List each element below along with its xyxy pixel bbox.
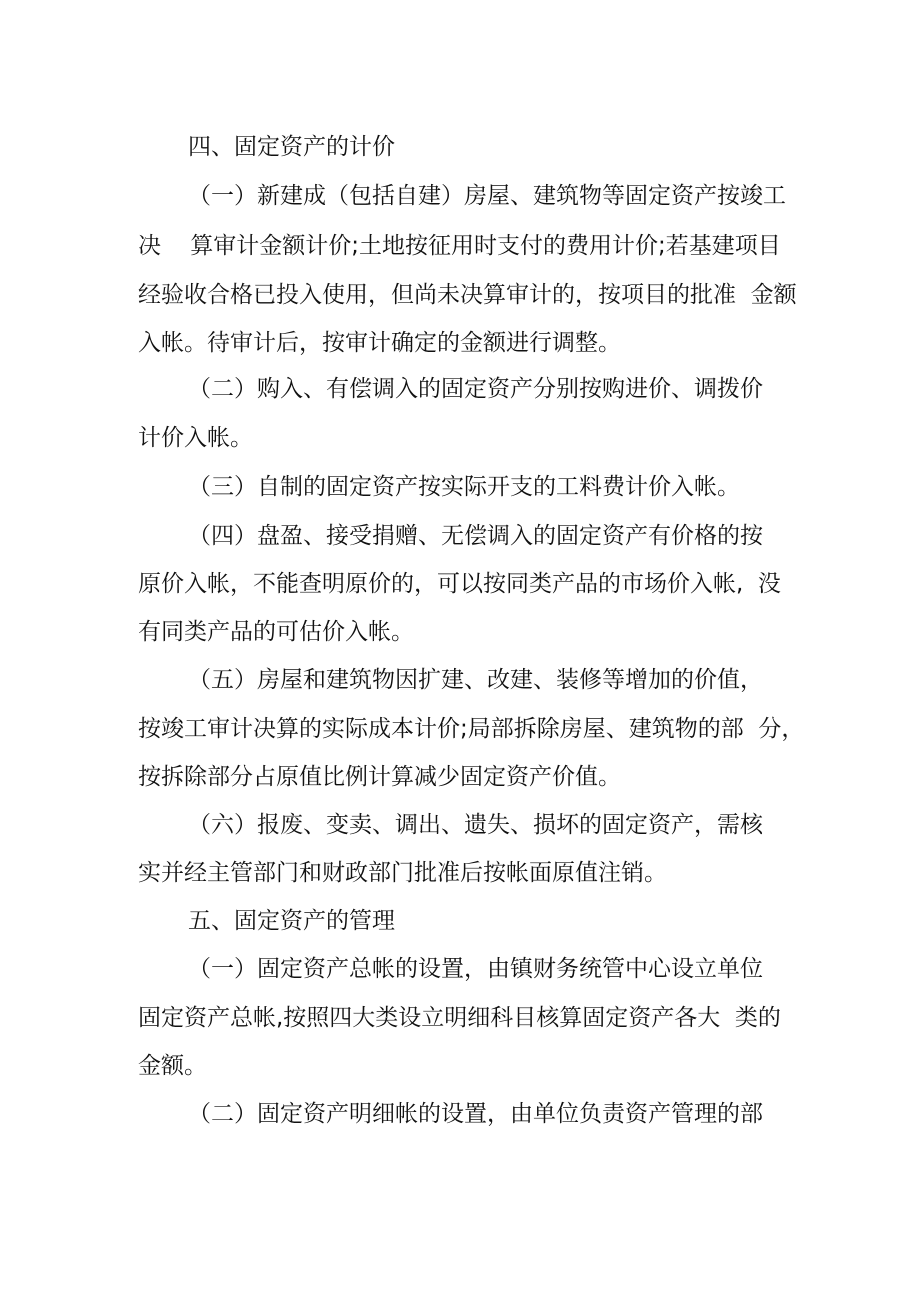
paragraph-line: 经验收合格已投入使用，但尚未决算审计的，按项目的批准 金额 xyxy=(138,282,797,308)
paragraph-line: （五）房屋和建筑物因扩建、改建、装修等增加的价值， xyxy=(188,667,763,693)
paragraph-line: 入帐。待审计后，按审计确定的金额进行调整。 xyxy=(138,330,621,356)
paragraph-line: （一）固定资产总帐的设置，由镇财务统管中心设立单位 xyxy=(188,956,763,982)
paragraph-line: 实并经主管部门和财政部门批准后按帐面原值注销。 xyxy=(138,860,667,886)
paragraph-line: 按竣工审计决算的实际成本计价;局部拆除房屋、建筑物的部 分， xyxy=(138,716,805,742)
paragraph-line: （六）报废、变卖、调出、遗失、损坏的固定资产，需核 xyxy=(188,812,763,838)
paragraph-line: （二）购入、有偿调入的固定资产分别按购进价、调拨价 xyxy=(188,376,763,402)
paragraph-line: 固定资产总帐,按照四大类设立明细科目核算固定资产各大 类的 xyxy=(138,1005,781,1031)
paragraph-line: （三）自制的固定资产按实际开支的工料费计价入帐。 xyxy=(188,474,740,500)
paragraph-line: 有同类产品的可估价入帐。 xyxy=(138,619,414,645)
paragraph-line: 金额。 xyxy=(138,1053,207,1079)
section-heading: 五、固定资产的管理 xyxy=(188,908,395,934)
paragraph-line: 按拆除部分占原值比例计算减少固定资产价值。 xyxy=(138,764,621,790)
paragraph-line: （一）新建成（包括自建）房屋、建筑物等固定资产按竣工 xyxy=(188,183,786,209)
section-heading: 四、固定资产的计价 xyxy=(188,134,395,160)
paragraph-line: （二）固定资产明细帐的设置，由单位负责资产管理的部 xyxy=(188,1101,763,1127)
paragraph-line: 计价入帐。 xyxy=(138,425,253,451)
paragraph-line: （四）盘盈、接受捐赠、无偿调入的固定资产有价格的按 xyxy=(188,523,763,549)
paragraph-line: 决 算审计金额计价;土地按征用时支付的费用计价;若基建项目 xyxy=(138,233,781,259)
paragraph-line: 原价入帐，不能查明原价的，可以按同类产品的市场价入帐, 没 xyxy=(138,571,781,597)
